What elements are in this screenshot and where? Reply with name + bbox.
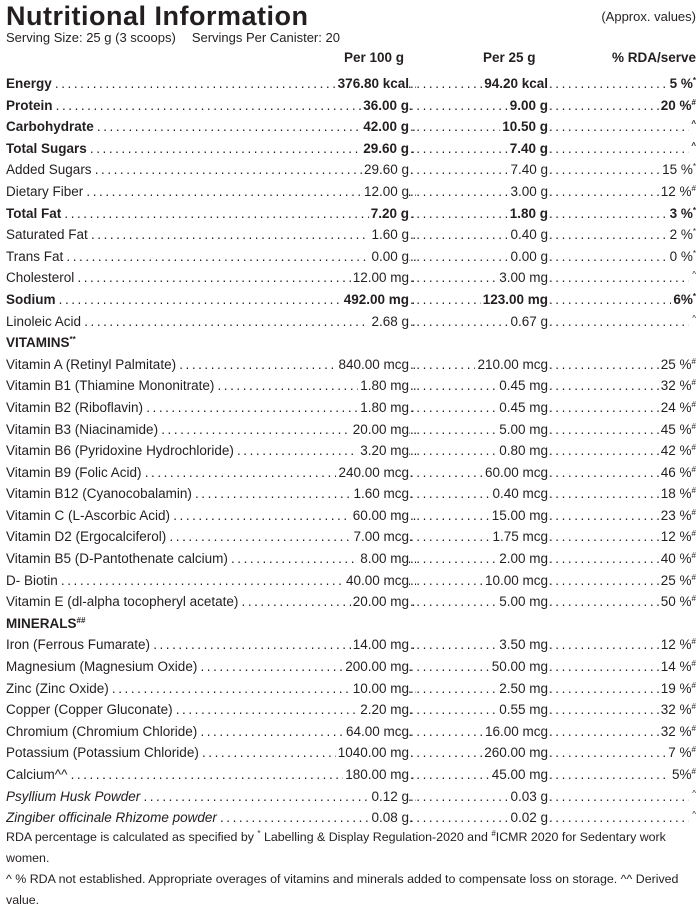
header-per-100g: Per 100 g — [344, 50, 405, 65]
minerals-section — [6, 634, 696, 828]
mineral-row — [6, 678, 696, 700]
vitamin-rda: 40 %# — [659, 548, 696, 570]
vitamin-rda: 50 %# — [659, 591, 696, 613]
vitamin-row — [6, 483, 696, 505]
nutrient-rda: 12 %# — [659, 181, 696, 203]
vitamin-per25: 0.80 mg — [497, 440, 548, 462]
nutrient-per25: 3.00 mg — [497, 267, 548, 289]
serving-size: Serving Size: 25 g (3 scoops) — [6, 30, 176, 45]
vitamin-name: Vitamin B6 (Pyridoxine Hydrochloride) . . . — [6, 440, 416, 462]
vitamin-per100: 1.80 mg — [358, 397, 409, 419]
vitamin-row — [6, 591, 696, 613]
mineral-per25: 260.00 mg — [482, 742, 548, 764]
vitamin-name: Vitamin B3 (Niacinamide) . . . — [6, 419, 416, 441]
vitamin-rda: 25 %# — [659, 570, 696, 592]
mineral-rda: 19 %# — [659, 678, 696, 700]
vitamin-per100: 20.00 mg — [351, 591, 409, 613]
minerals-label: MINERALS — [6, 615, 77, 631]
mineral-rda: 32 %# — [659, 721, 696, 743]
mineral-name: Potassium (Potassium Chloride) . . . — [6, 742, 416, 764]
mineral-rda: 5%# — [670, 764, 696, 786]
serving-info — [6, 30, 340, 45]
vitamin-per25: 2.00 mg — [497, 548, 548, 570]
nutrient-rda: 6%* — [671, 289, 696, 311]
vitamin-row — [6, 526, 696, 548]
vitamin-per100: 1.80 mg — [358, 375, 409, 397]
mineral-per25: 3.50 mg — [497, 634, 548, 656]
vitamin-row — [6, 548, 696, 570]
vitamin-per100: 840.00 mcg — [336, 354, 409, 376]
nutrient-name: Sodium . . . — [6, 289, 416, 311]
nutrient-per100: 29.60 g — [361, 138, 409, 160]
header-rda: % RDA/serve — [611, 50, 696, 65]
vitamin-name: Vitamin E (dl-alpha tocopheryl acetate) . . . — [6, 591, 416, 613]
mineral-name: Chromium (Chromium Chloride) . . . — [6, 721, 416, 743]
nutrient-per25: 1.80 g — [508, 203, 548, 225]
approx-note: (Approx. values) — [601, 9, 696, 24]
vitamin-per100: 3.20 mg — [358, 440, 409, 462]
mineral-per25: 0.02 g — [508, 807, 548, 829]
nutrient-per25: 0.67 g — [508, 311, 548, 333]
nutrient-per25: 123.00 mg — [481, 289, 548, 311]
vitamin-row — [6, 397, 696, 419]
nutrient-row — [6, 224, 696, 246]
nutrient-per100: 7.20 g — [369, 203, 409, 225]
nutrient-row — [6, 116, 696, 138]
vitamin-row — [6, 440, 696, 462]
vitamin-name: Vitamin B5 (D-Pantothenate calcium) . . . — [6, 548, 416, 570]
vitamins-label: VITAMINS — [6, 335, 70, 351]
vitamin-name: Vitamin D2 (Ergocalciferol) . . . — [6, 526, 416, 548]
vitamin-rda: 32 %# — [659, 375, 696, 397]
mineral-per100: 14.00 mg — [351, 634, 409, 656]
vitamin-row — [6, 375, 696, 397]
minerals-heading — [6, 613, 696, 635]
vitamin-per25: 15.00 mg — [490, 505, 548, 527]
vitamins-heading — [6, 332, 696, 354]
nutrient-per25: 10.50 g — [500, 116, 548, 138]
vitamin-per100: 20.00 mg — [351, 419, 409, 441]
mineral-per25: 0.03 g — [508, 786, 548, 808]
vitamin-rda: 23 %# — [659, 505, 696, 527]
nutrient-rda: ^ — [690, 311, 696, 333]
nutrient-row — [6, 246, 696, 268]
footnote-mark-2: # — [491, 829, 496, 838]
mineral-rda: ^ — [690, 807, 696, 829]
page-title: Nutritional Information — [6, 1, 309, 31]
nutrient-per100: 29.60 g — [362, 159, 409, 181]
vitamin-per100: 7.00 mcg — [351, 526, 409, 548]
mineral-row — [6, 699, 696, 721]
nutrient-rda: 2 %* — [668, 224, 696, 246]
footnote-rda — [6, 827, 698, 869]
nutrient-rda: ^ — [689, 138, 696, 160]
mineral-name: Copper (Copper Gluconate) . . . — [6, 699, 416, 721]
vitamin-per100: 8.00 mg — [358, 548, 409, 570]
footnotes — [6, 827, 698, 911]
vitamin-name: Vitamin B2 (Riboflavin) . . . — [6, 397, 416, 419]
mineral-rda: 12 %# — [659, 634, 696, 656]
mineral-rda: ^ — [690, 786, 696, 808]
nutrient-row — [6, 289, 696, 311]
vitamin-row — [6, 570, 696, 592]
nutrient-row — [6, 311, 696, 333]
footnote-rda-b: Labelling & Display Regulation-2020 and — [263, 830, 488, 844]
leader-dots — [549, 786, 689, 808]
title-row — [6, 0, 696, 30]
mineral-per25: 50.00 mg — [490, 656, 548, 678]
nutrient-per25: 7.40 g — [508, 138, 548, 160]
nutrient-per100: 2.68 g — [369, 311, 409, 333]
nutrient-per100: 492.00 mg — [342, 289, 409, 311]
nutrient-per100: 42.00 g — [361, 116, 409, 138]
vitamin-per100: 40.00 mcg — [344, 570, 409, 592]
vitamin-per100: 240.00 mcg — [336, 462, 409, 484]
nutrient-per100: 12.00 g — [362, 181, 409, 203]
mineral-per25: 45.00 mg — [490, 764, 548, 786]
mineral-per100: 10.00 mg — [351, 678, 409, 700]
vitamin-per25: 60.00 mcg — [483, 462, 548, 484]
footnote-mark-1: * — [257, 829, 261, 838]
nutrient-rda: ^ — [689, 116, 696, 138]
nutrient-per100: 376.80 kcal — [336, 73, 409, 95]
mineral-row — [6, 764, 696, 786]
nutrient-per25: 0.00 g — [508, 246, 548, 268]
nutrient-rda: 0 %* — [668, 246, 696, 268]
footnote-rda-a: RDA percentage is calculated as specified by — [6, 830, 254, 844]
macro-section — [6, 73, 696, 332]
nutrient-per25: 0.40 g — [508, 224, 548, 246]
vitamin-per25: 0.40 mcg — [490, 483, 548, 505]
nutrient-per100: 36.00 g — [361, 95, 409, 117]
nutrient-rda: 15 %* — [660, 159, 696, 181]
mineral-name: Psyllium Husk Powder . . . — [6, 786, 416, 808]
mineral-per100: 0.08 g — [369, 807, 409, 829]
mineral-per100: 1040.00 mg — [336, 742, 409, 764]
nutrient-per25: 3.00 g — [508, 181, 548, 203]
mineral-per100: 0.12 g — [369, 786, 409, 808]
mineral-per100: 64.00 mcg — [344, 721, 409, 743]
mineral-rda: 7 %# — [666, 742, 696, 764]
mineral-name: Zingiber officinale Rhizome powder . . . — [6, 807, 416, 829]
servings-per-canister: Servings Per Canister: 20 — [191, 30, 340, 45]
vitamin-per25: 0.45 mg — [497, 397, 548, 419]
minerals-mark: ## — [76, 615, 86, 625]
nutrient-row — [6, 267, 696, 289]
nutrient-per100: 0.00 g — [369, 246, 409, 268]
vitamin-rda: 42 %# — [659, 440, 696, 462]
vitamin-rda: 12 %# — [659, 526, 696, 548]
vitamin-row — [6, 419, 696, 441]
nutrient-row — [6, 138, 696, 160]
mineral-row — [6, 786, 696, 808]
nutrient-rda: 3 %* — [668, 203, 696, 225]
vitamins-mark: ** — [69, 335, 76, 345]
nutrient-name: Energy . . . — [6, 73, 416, 95]
vitamin-per100: 60.00 mg — [351, 505, 409, 527]
nutrient-per100: 12.00 mg — [351, 267, 409, 289]
mineral-per25: 0.55 mg — [497, 699, 548, 721]
leader-dots — [549, 807, 689, 829]
vitamin-per25: 5.00 mg — [497, 591, 548, 613]
nutrient-name: Carbohydrate . . . — [6, 116, 416, 138]
nutrient-name: Protein . . . — [6, 95, 416, 117]
mineral-name: Iron (Ferrous Fumarate) . . . — [6, 634, 416, 656]
nutrient-name: Linoleic Acid . . . — [6, 311, 416, 333]
leader-dots — [549, 764, 689, 786]
nutrient-row — [6, 95, 696, 117]
vitamin-name: Vitamin A (Retinyl Palmitate) . . . — [6, 354, 416, 376]
leader-dots — [549, 289, 689, 311]
mineral-row — [6, 656, 696, 678]
vitamin-rda: 18 %# — [659, 483, 696, 505]
vitamin-rda: 24 %# — [659, 397, 696, 419]
nutrient-name: Dietary Fiber . . . — [6, 181, 416, 203]
nutrient-per25: 9.00 g — [508, 95, 548, 117]
nutrient-name: Total Sugars . . . — [6, 138, 416, 160]
nutrient-row — [6, 203, 696, 225]
leader-dots — [549, 116, 689, 138]
nutrient-name: Total Fat . . . — [6, 203, 416, 225]
mineral-name: Calcium^^ . . . — [6, 764, 416, 786]
leader-dots — [549, 267, 689, 289]
mineral-rda: 14 %# — [659, 656, 696, 678]
vitamin-name: Vitamin B12 (Cyanocobalamin) . . . — [6, 483, 416, 505]
nutrition-table — [6, 73, 696, 829]
vitamin-per25: 10.00 mcg — [483, 570, 548, 592]
vitamin-per25: 210.00 mcg — [475, 354, 548, 376]
mineral-row — [6, 634, 696, 656]
nutrient-row — [6, 181, 696, 203]
mineral-per25: 2.50 mg — [497, 678, 548, 700]
vitamins-section — [6, 354, 696, 613]
mineral-name: Zinc (Zinc Oxide) . . . — [6, 678, 416, 700]
nutrient-per100: 1.60 g — [369, 224, 409, 246]
mineral-rda: 32 %# — [659, 699, 696, 721]
footnote-rda-c: ICMR 2020 for Sedentary work women. — [6, 830, 666, 865]
vitamin-rda: 45 %# — [659, 419, 696, 441]
nutrient-per25: 7.40 g — [508, 159, 548, 181]
nutrient-name: Cholesterol . . . — [6, 267, 416, 289]
mineral-row — [6, 721, 696, 743]
nutrient-name: Saturated Fat . . . — [6, 224, 416, 246]
mineral-per25: 16.00 mcg — [483, 721, 548, 743]
nutrient-row — [6, 73, 696, 95]
mineral-row — [6, 807, 696, 829]
mineral-row — [6, 742, 696, 764]
vitamin-per25: 1.75 mcg — [490, 526, 548, 548]
nutrient-name: Added Sugars . . . — [6, 159, 416, 181]
nutrient-rda: ^ — [690, 267, 696, 289]
nutrient-rda: 5 %* — [668, 73, 696, 95]
vitamin-name: D- Biotin . . . — [6, 570, 416, 592]
nutrient-rda: 20 %# — [659, 95, 696, 117]
vitamin-per25: 0.45 mg — [497, 375, 548, 397]
vitamin-per100: 1.60 mcg — [351, 483, 409, 505]
mineral-per100: 180.00 mg — [343, 764, 409, 786]
nutrient-per25: 94.20 kcal — [482, 73, 548, 95]
vitamin-name: Vitamin B9 (Folic Acid) . . . — [6, 462, 416, 484]
footnote-overage: ^ % RDA not established. Appropriate overages of vitamins and minerals added to compensate loss on storage. ^^ Derived value. — [6, 872, 679, 907]
vitamin-per25: 5.00 mg — [497, 419, 548, 441]
nutrient-row — [6, 159, 696, 181]
leader-dots — [549, 311, 689, 333]
vitamin-row — [6, 462, 696, 484]
vitamin-rda: 46 %# — [659, 462, 696, 484]
leader-dots — [549, 138, 689, 160]
vitamin-row — [6, 354, 696, 376]
nutrient-name: Trans Fat . . . — [6, 246, 416, 268]
mineral-per100: 2.20 mg — [358, 699, 409, 721]
vitamin-name: Vitamin B1 (Thiamine Mononitrate) . . . — [6, 375, 416, 397]
vitamin-name: Vitamin C (L-Ascorbic Acid) . . . — [6, 505, 416, 527]
header-per-25g: Per 25 g — [483, 50, 536, 65]
vitamin-row — [6, 505, 696, 527]
mineral-per100: 200.00 mg — [343, 656, 409, 678]
mineral-name: Magnesium (Magnesium Oxide) . . . — [6, 656, 416, 678]
vitamin-rda: 25 %# — [659, 354, 696, 376]
